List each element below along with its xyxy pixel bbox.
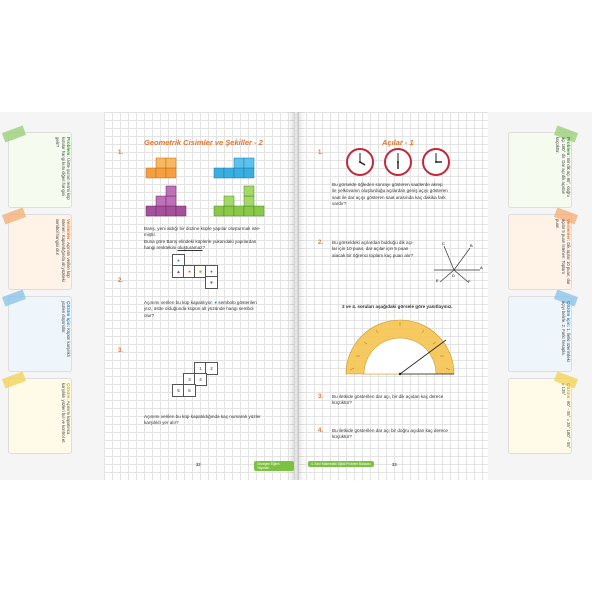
net-cell-heart: ♥ (205, 276, 218, 289)
net-cell-6: 6 (183, 384, 196, 397)
protractor-image (342, 316, 458, 376)
question-2-text: Açınımı verilen bu küp kapatılıyor. ● sembolü gösterilen yüz, üstte olduğunda küpün alt yüzünde hangi sembol olur? (144, 300, 257, 318)
question-number-2-right: 2. (318, 240, 324, 246)
clock-icon-3 (422, 148, 450, 176)
question-3-text: Açınımı verilen bu küp kapatıldığında kaç numaralı yüzler karşılıklı yer alır? (144, 414, 261, 426)
circle-symbol-icon: ● (214, 300, 218, 305)
page-title-left: Geometrik Cisimler ve Şekiller - 2 (144, 138, 263, 147)
question-number-1: 1. (118, 150, 124, 156)
right-page (298, 112, 488, 480)
question-1-text: Barış, yeni aldığı bir düzine küple yapılar oluşturmak iste- miştir. Buna göre Barış elindeki küplerle yukarıdaki yapılardan hangi renktekini oluşturamaz? (144, 226, 261, 251)
clock-icon-2 (384, 148, 412, 176)
angle-label-e: E (436, 278, 439, 283)
sidebar-card-problem-right: Problem: Bir dik açı 90°, doğru açı 180° dir. Dar açı dik açıdan küçüktür. (508, 132, 572, 208)
sidebar-card-given-left: Verilenler: Açınımı verilen küp istenen: Kapandığında alt yüzdeki sembol hangisi olur (8, 214, 72, 290)
net-cell-star: ★ (183, 265, 196, 278)
net-cell-5: 5 (172, 384, 185, 397)
net-cell-1: 1 (194, 362, 207, 375)
question-1-right-text: Bu görselde öğleden sonrayı gösteren saatlerde akrep ile yelkovanın oluşturduğu açılardan geniş açıyı gösteren saat ile dar açıyı gösteren saat arasında kaç dakika fark vardır? (332, 182, 448, 207)
question-number-3-right: 3. (318, 394, 324, 400)
question-2-right-text: Bu görseldeki açılardan bulduğu dik açı- lar için 10 puan, dar açılar için 5 puan alacak bir öğrenci toplam kaç puan alır? (332, 240, 414, 258)
footer-tag-left: Gezegen Eğitim Yayınları (254, 461, 294, 471)
left-page (104, 112, 294, 480)
green-cubes (214, 186, 264, 216)
sidebar-card-given-right: Verilenler: Dik açılar 10 puan, dar açılar 5 puan İstenen: Toplam puan. (508, 214, 572, 290)
net-cell-square: ■ (194, 265, 207, 278)
question-number-2: 2. (118, 278, 124, 284)
footer-tag-right: 4. Sınıf Matematik Dijital Problem Bankası (308, 461, 374, 467)
net-cell-circle: ● (172, 254, 185, 267)
net-cell-4: 4 (194, 373, 207, 386)
clock-icon-1 (346, 148, 374, 176)
page-title-right: Açılar - 1 (382, 138, 414, 147)
net-cell-triangle: ▲ (172, 265, 185, 278)
net-cell-circle-purple: ● (205, 265, 218, 278)
sidebar-card-method-right: Çözüm için: 1. İletki üzerindeki açıyı belirle. 2. Farkı hesapla. (508, 296, 572, 372)
book-spread (0, 112, 592, 480)
sidebar-card-method-left: Çözüm için: Küpün karşılıklı yüzleri düşünülür. (8, 296, 72, 372)
cube-structures-image (144, 154, 284, 226)
section-instruction: 3 ve 4. soruları aşağıdaki görsele göre yanıtlayınız. (342, 304, 453, 309)
blue-cubes (214, 158, 254, 178)
question-4-right-text: Bu iletkide gösterilen dar açı bir doğru açıdan kaç derece küçüktür? (332, 428, 448, 440)
net-cell-3: 3 (183, 373, 196, 386)
angle-label-a: A (480, 265, 483, 270)
question-number-4-right: 4. (318, 428, 324, 434)
angle-label-f: F (468, 279, 471, 284)
sidebar-card-solution-right: Çözüm: 90° - 55° = 35° 180° - 55° = 125° (508, 378, 572, 454)
question-number-3: 3. (118, 348, 124, 354)
sidebar-card-solution-left: Çözüm: Açınımı kapatınca karşılıklı yüzleri bul ve kontrol et. (8, 378, 72, 454)
angle-lines-diagram (430, 240, 484, 284)
angle-label-b: B (470, 243, 473, 248)
page-number-left: 32 (196, 462, 201, 467)
question-number-1-right: 1. (318, 150, 324, 156)
question-3-right-text: Bu iletkide gösterilen dar açı, bir dik açıdan kaç derece küçüktür? (332, 394, 444, 406)
sidebar-card-problem-left: Problem: Üstte şunun resmi küp kutular hangi kutu diğeri hangisi gelir? (8, 132, 72, 208)
net-cell-2: 2 (205, 362, 218, 375)
angle-label-d: D (452, 273, 455, 278)
page-number-right: 33 (392, 462, 397, 467)
purple-cubes (146, 186, 186, 216)
angle-label-c: C (442, 241, 445, 246)
orange-cubes (146, 158, 176, 178)
